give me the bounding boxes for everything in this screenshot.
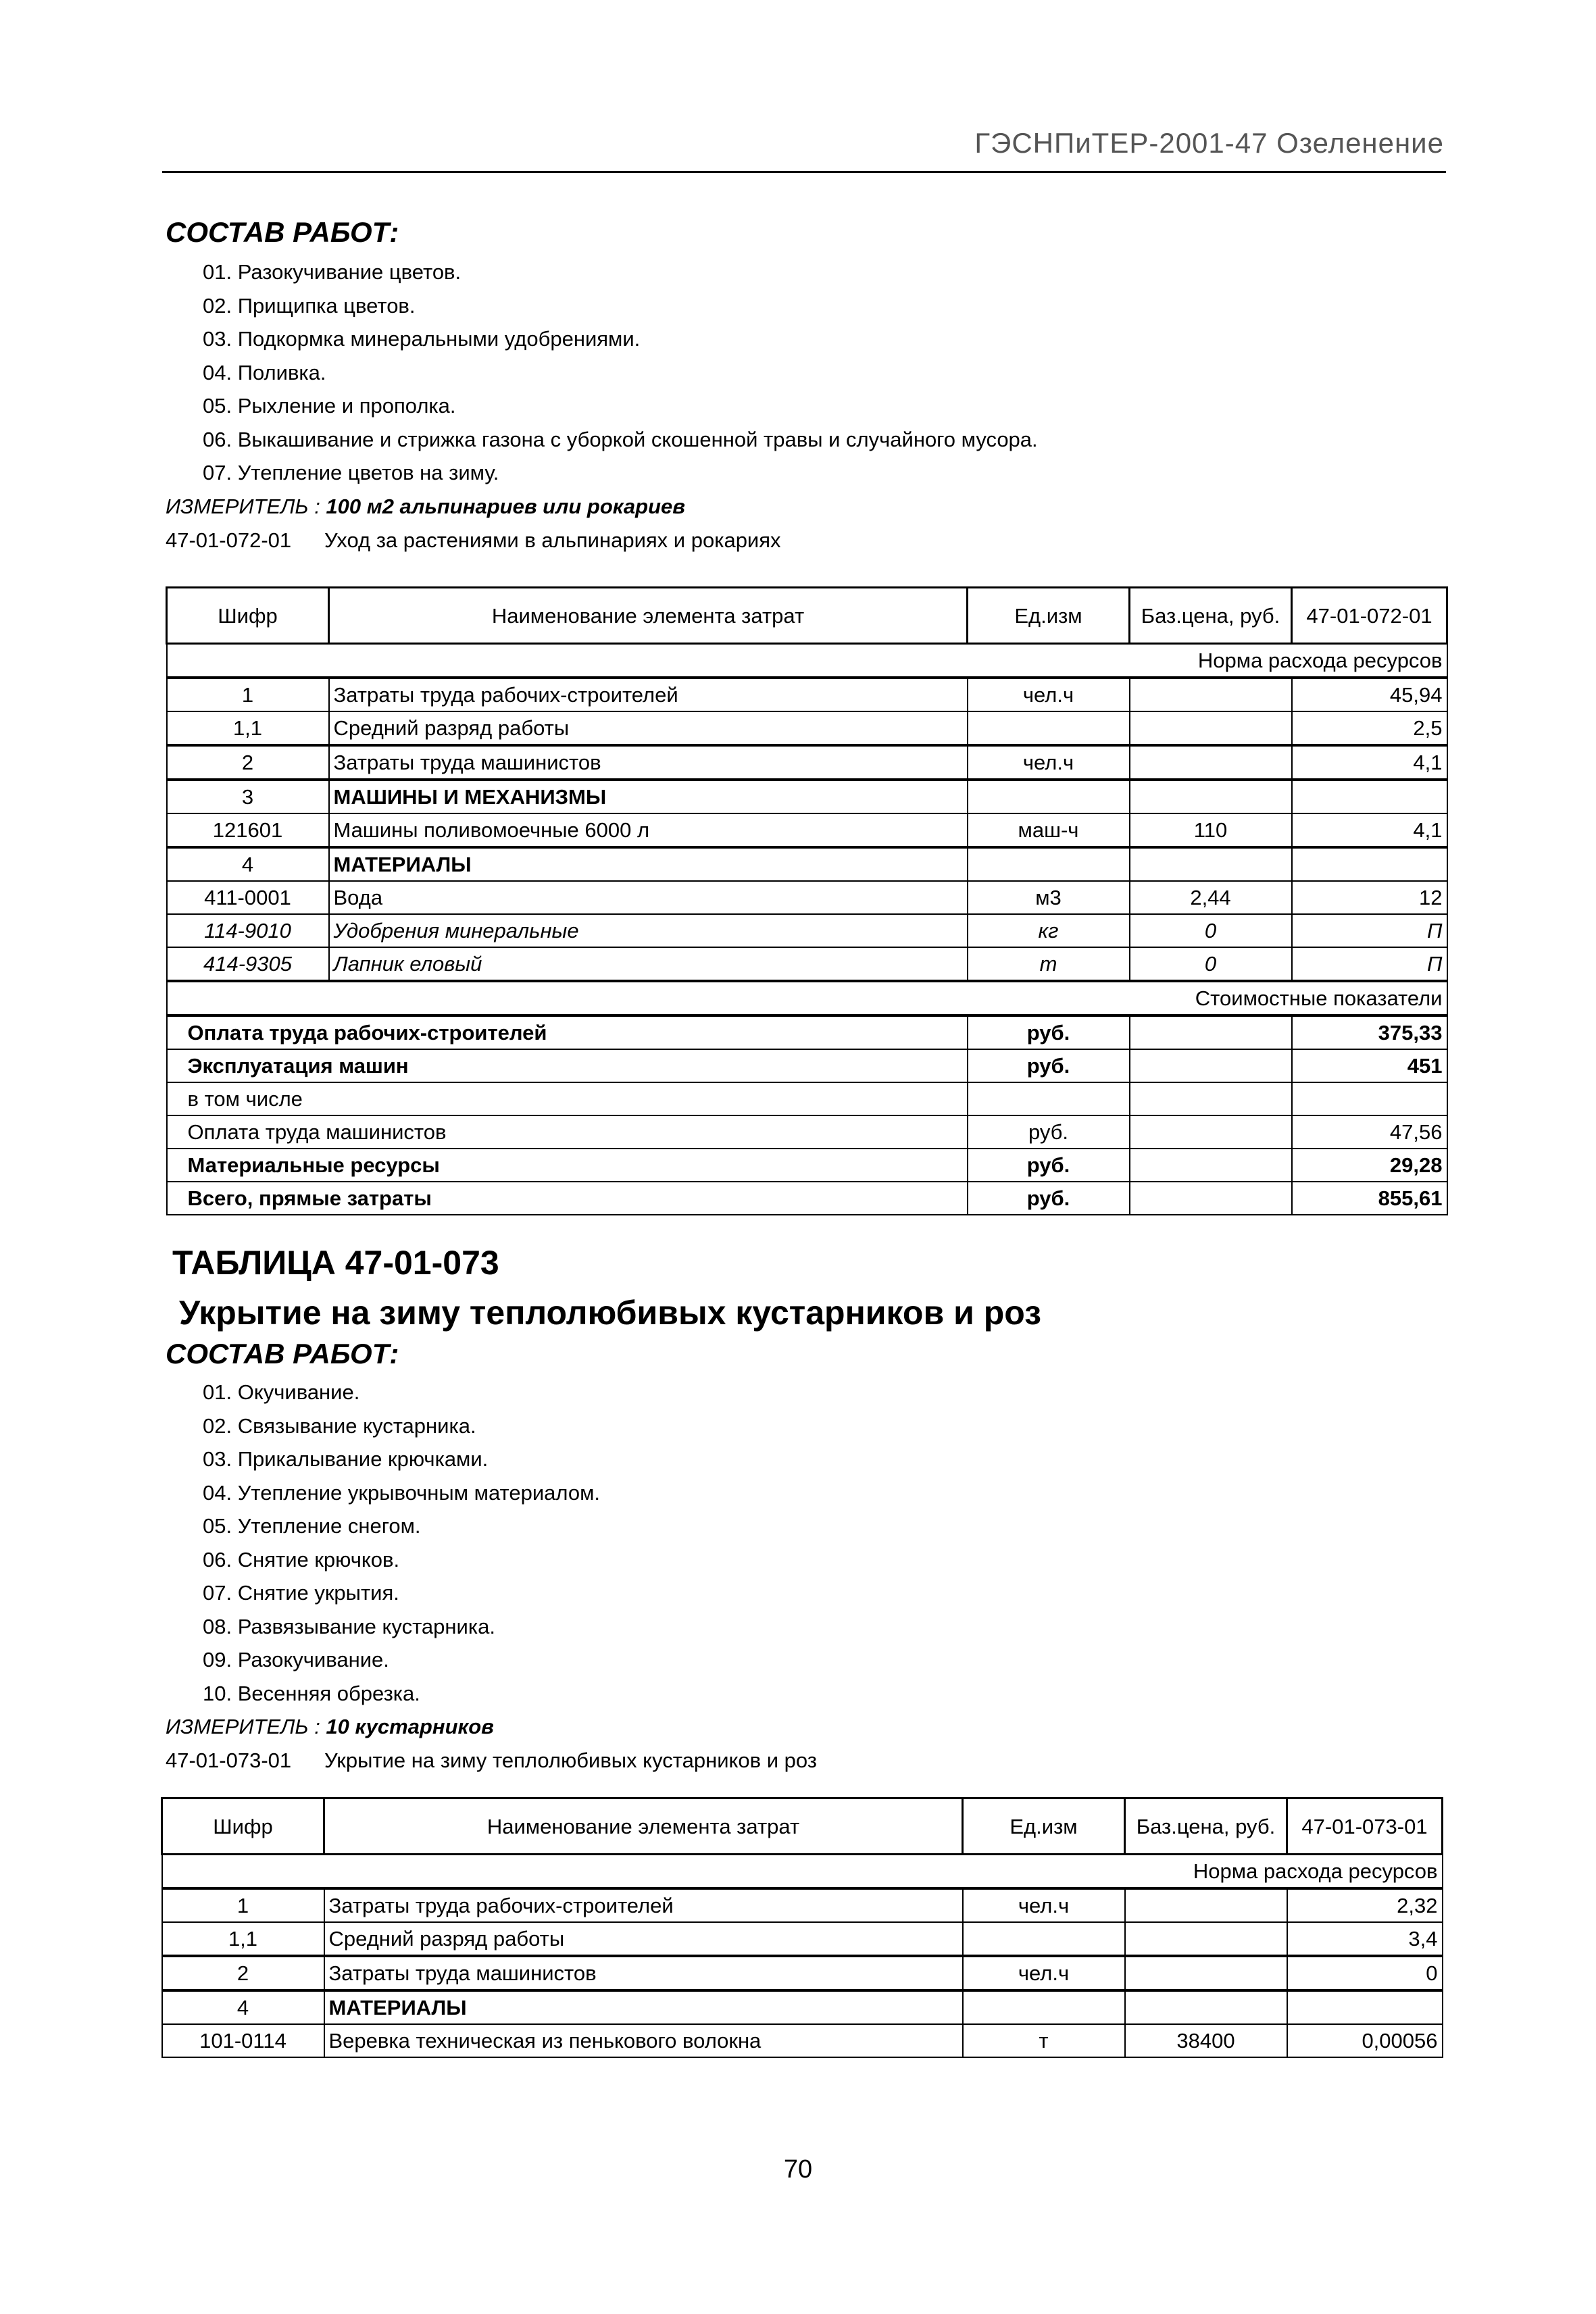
table-cell bbox=[1130, 678, 1292, 711]
cost-row bbox=[167, 1049, 1447, 1082]
table-cell: 47,56 bbox=[1292, 1115, 1447, 1149]
table-row bbox=[167, 780, 1447, 813]
table-cell bbox=[1130, 847, 1292, 881]
norm-table-1 bbox=[166, 586, 1448, 1215]
table-cell: 0 bbox=[1130, 914, 1292, 947]
table-cell: Лапник еловый bbox=[329, 947, 968, 981]
col-header: Наименование элемента затрат bbox=[324, 1799, 963, 1855]
table-row bbox=[167, 678, 1447, 711]
norm-label: Норма расхода ресурсов bbox=[167, 644, 1447, 678]
code-line bbox=[166, 524, 1038, 557]
table-subtitle: Укрытие на зиму теплолюбивых кустарников и роз bbox=[179, 1294, 1041, 1332]
work-item: 08. Развязывание кустарника. bbox=[203, 1614, 495, 1638]
table-cell bbox=[1130, 1149, 1292, 1182]
table-cell: Средний разряд работы bbox=[324, 1922, 963, 1956]
table-row bbox=[167, 914, 1447, 947]
table-cell: 4 bbox=[167, 847, 329, 881]
table-row bbox=[167, 881, 1447, 914]
norm-label: Норма расхода ресурсов bbox=[162, 1855, 1443, 1889]
table-row bbox=[167, 847, 1447, 881]
work-item: 03. Подкормка минеральными удобрениями. bbox=[203, 327, 641, 351]
table-cell: 2,32 bbox=[1287, 1888, 1443, 1922]
col-header: Баз.цена, руб. bbox=[1125, 1799, 1287, 1855]
table-cell bbox=[963, 1922, 1125, 1956]
table-cell: руб. bbox=[968, 1149, 1130, 1182]
table-cell: 1 bbox=[167, 678, 329, 711]
table-cell bbox=[1130, 711, 1292, 745]
code: 47-01-072-01 bbox=[166, 528, 292, 552]
cost-row bbox=[167, 1149, 1447, 1182]
work-composition-title: СОСТАВ РАБОТ: bbox=[166, 216, 399, 248]
work-item: 01. Окучивание. bbox=[203, 1380, 360, 1404]
cost-row bbox=[167, 1182, 1447, 1215]
table-cell bbox=[1130, 1082, 1292, 1115]
work-item: 03. Прикалывание крючками. bbox=[203, 1447, 489, 1471]
code: 47-01-073-01 bbox=[166, 1749, 292, 1772]
table-row bbox=[167, 947, 1447, 981]
table-cell bbox=[1130, 1015, 1292, 1049]
table-cell: 121601 bbox=[167, 813, 329, 847]
table-cell bbox=[968, 847, 1130, 881]
col-header: Шифр bbox=[167, 588, 329, 644]
table-cell: чел.ч bbox=[963, 1888, 1125, 1922]
table-cell: Оплата труда машинистов bbox=[167, 1115, 968, 1149]
table-cell bbox=[1125, 1990, 1287, 2024]
col-header: Ед.изм bbox=[963, 1799, 1125, 1855]
table-cell: Веревка техническая из пенькового волокна bbox=[324, 2024, 963, 2057]
table-cell: Удобрения минеральные bbox=[329, 914, 968, 947]
table-cell: чел.ч bbox=[968, 745, 1130, 780]
col-header: Ед.изм bbox=[968, 588, 1130, 644]
table-cell: 2,44 bbox=[1130, 881, 1292, 914]
table-cell: Затраты труда рабочих-строителей bbox=[324, 1888, 963, 1922]
table-cell: 0 bbox=[1287, 1956, 1443, 1990]
cost-label-row bbox=[167, 981, 1447, 1015]
cost-row bbox=[167, 1082, 1447, 1115]
table-cell: 114-9010 bbox=[167, 914, 329, 947]
table-cell bbox=[963, 1990, 1125, 2024]
work-item: 02. Связывание кустарника. bbox=[203, 1413, 476, 1438]
table-row bbox=[162, 1922, 1443, 1956]
table-cell bbox=[968, 1082, 1130, 1115]
table-row bbox=[167, 711, 1447, 745]
norm-table-2 bbox=[161, 1797, 1443, 2058]
table-header-row bbox=[167, 588, 1447, 644]
page-number: 70 bbox=[783, 2155, 813, 2184]
table-header-row bbox=[162, 1799, 1443, 1855]
table-cell: П bbox=[1292, 947, 1447, 981]
table-cell bbox=[1287, 1990, 1443, 2024]
table-cell: 12 bbox=[1292, 881, 1447, 914]
table-cell: 38400 bbox=[1125, 2024, 1287, 2057]
table-cell: Машины поливомоечные 6000 л bbox=[329, 813, 968, 847]
code-description: Уход за растениями в альпинариях и рокариях bbox=[324, 528, 781, 552]
col-header: 47-01-072-01 bbox=[1292, 588, 1447, 644]
work-composition-title: СОСТАВ РАБОТ: bbox=[166, 1338, 399, 1369]
work-item: 05. Рыхление и прополка. bbox=[203, 394, 456, 418]
table-cell: 101-0114 bbox=[162, 2024, 324, 2057]
table-row bbox=[162, 1956, 1443, 1990]
table-cell: 4 bbox=[162, 1990, 324, 2024]
table-cell: руб. bbox=[968, 1049, 1130, 1082]
table-cell bbox=[1130, 1115, 1292, 1149]
meter-value: 100 м2 альпинариев или рокариев bbox=[326, 494, 685, 518]
table-cell: 2 bbox=[162, 1956, 324, 1990]
table-cell: руб. bbox=[968, 1015, 1130, 1049]
table-cell: т bbox=[963, 2024, 1125, 2057]
col-header: Шифр bbox=[162, 1799, 324, 1855]
table-cell: 0,00056 bbox=[1287, 2024, 1443, 2057]
table-row bbox=[162, 1888, 1443, 1922]
running-header: ГЭСНПиТЕР-2001-47 Озеленение bbox=[974, 127, 1444, 159]
cost-label: Стоимостные показатели bbox=[167, 981, 1447, 1015]
table-cell bbox=[1125, 1888, 1287, 1922]
table-cell bbox=[1130, 745, 1292, 780]
col-header: Баз.цена, руб. bbox=[1130, 588, 1292, 644]
table-cell: 45,94 bbox=[1292, 678, 1447, 711]
table-cell: П bbox=[1292, 914, 1447, 947]
work-item: 05. Утепление снегом. bbox=[203, 1514, 421, 1538]
table-cell: кг bbox=[968, 914, 1130, 947]
norm-label-row bbox=[167, 644, 1447, 678]
table-cell: т bbox=[968, 947, 1130, 981]
cost-row bbox=[167, 1115, 1447, 1149]
table-cell: 855,61 bbox=[1292, 1182, 1447, 1215]
work-item: 06. Снятие крючков. bbox=[203, 1547, 400, 1571]
table-title: ТАБЛИЦА 47-01-073 bbox=[172, 1244, 499, 1282]
table-cell bbox=[1292, 780, 1447, 813]
code-line bbox=[166, 1744, 817, 1778]
table-cell: Затраты труда машинистов bbox=[329, 745, 968, 780]
table-row bbox=[162, 2024, 1443, 2057]
table-cell bbox=[1130, 1182, 1292, 1215]
table-cell: 3,4 bbox=[1287, 1922, 1443, 1956]
table-cell: в том числе bbox=[167, 1082, 968, 1115]
work-list bbox=[203, 255, 1038, 490]
table-row bbox=[167, 813, 1447, 847]
col-header: 47-01-073-01 bbox=[1287, 1799, 1443, 1855]
table-cell: МАТЕРИАЛЫ bbox=[324, 1990, 963, 2024]
meter-line: ИЗМЕРИТЕЛЬ : 10 кустарников bbox=[166, 1715, 494, 1738]
table-cell: 2 bbox=[167, 745, 329, 780]
table-cell: 110 bbox=[1130, 813, 1292, 847]
table-cell: Средний разряд работы bbox=[329, 711, 968, 745]
table-cell: м3 bbox=[968, 881, 1130, 914]
table-row bbox=[167, 745, 1447, 780]
work-item: 04. Утепление укрывочным материалом. bbox=[203, 1480, 601, 1505]
table-cell: 4,1 bbox=[1292, 745, 1447, 780]
meter-line: ИЗМЕРИТЕЛЬ : 100 м2 альпинариев или рокариев bbox=[166, 494, 685, 518]
table-cell: 2,5 bbox=[1292, 711, 1447, 745]
table-cell: 1,1 bbox=[162, 1922, 324, 1956]
cost-row bbox=[167, 1015, 1447, 1049]
table-cell: маш-ч bbox=[968, 813, 1130, 847]
work-item: 07. Снятие укрытия. bbox=[203, 1581, 399, 1605]
table-cell: МАТЕРИАЛЫ bbox=[329, 847, 968, 881]
table-cell bbox=[968, 711, 1130, 745]
table-row bbox=[162, 1990, 1443, 2024]
table-cell bbox=[1125, 1956, 1287, 1990]
table-cell: 375,33 bbox=[1292, 1015, 1447, 1049]
table-cell bbox=[1292, 847, 1447, 881]
work-item: 10. Весенняя обрезка. bbox=[203, 1681, 420, 1705]
table-cell: чел.ч bbox=[963, 1956, 1125, 1990]
table-cell: Оплата труда рабочих-строителей bbox=[167, 1015, 968, 1049]
table-cell bbox=[1292, 1082, 1447, 1115]
table-cell: 414-9305 bbox=[167, 947, 329, 981]
work-item: 01. Разокучивание цветов. bbox=[203, 260, 462, 284]
table-cell: 411-0001 bbox=[167, 881, 329, 914]
work-item: 02. Прищипка цветов. bbox=[203, 293, 416, 318]
table-cell: руб. bbox=[968, 1182, 1130, 1215]
section1-block bbox=[166, 215, 1038, 557]
table-cell: Всего, прямые затраты bbox=[167, 1182, 968, 1215]
table-cell: Эксплуатация машин bbox=[167, 1049, 968, 1082]
table-cell bbox=[1125, 1922, 1287, 1956]
table-cell bbox=[1130, 780, 1292, 813]
table-cell: 451 bbox=[1292, 1049, 1447, 1082]
code-description: Укрытие на зиму теплолюбивых кустарников и роз bbox=[324, 1749, 818, 1772]
table-cell: 3 bbox=[167, 780, 329, 813]
table-cell bbox=[1130, 1049, 1292, 1082]
work-item: 09. Разокучивание. bbox=[203, 1648, 389, 1671]
table-cell: 29,28 bbox=[1292, 1149, 1447, 1182]
table-cell: Вода bbox=[329, 881, 968, 914]
table-cell: Затраты труда машинистов bbox=[324, 1956, 963, 1990]
table-cell: 4,1 bbox=[1292, 813, 1447, 847]
work-item: 07. Утепление цветов на зиму. bbox=[203, 461, 499, 484]
norm-label-row bbox=[162, 1855, 1443, 1889]
table-cell bbox=[968, 780, 1130, 813]
col-header: Наименование элемента затрат bbox=[329, 588, 968, 644]
table-cell: МАШИНЫ И МЕХАНИЗМЫ bbox=[329, 780, 968, 813]
header-divider bbox=[162, 171, 1446, 173]
table-cell: 1,1 bbox=[167, 711, 329, 745]
section2-block bbox=[166, 1336, 817, 1778]
work-item: 04. Поливка. bbox=[203, 360, 326, 384]
table-cell: руб. bbox=[968, 1115, 1130, 1149]
meter-value: 10 кустарников bbox=[326, 1715, 494, 1738]
table-cell: Материальные ресурсы bbox=[167, 1149, 968, 1182]
work-item: 06. Выкашивание и стрижка газона с уборкой скошенной травы и случайного мусора. bbox=[203, 427, 1038, 451]
table-cell: Затраты труда рабочих-строителей bbox=[329, 678, 968, 711]
table-cell: 0 bbox=[1130, 947, 1292, 981]
work-list bbox=[203, 1376, 817, 1710]
table-cell: чел.ч bbox=[968, 678, 1130, 711]
table-cell: 1 bbox=[162, 1888, 324, 1922]
